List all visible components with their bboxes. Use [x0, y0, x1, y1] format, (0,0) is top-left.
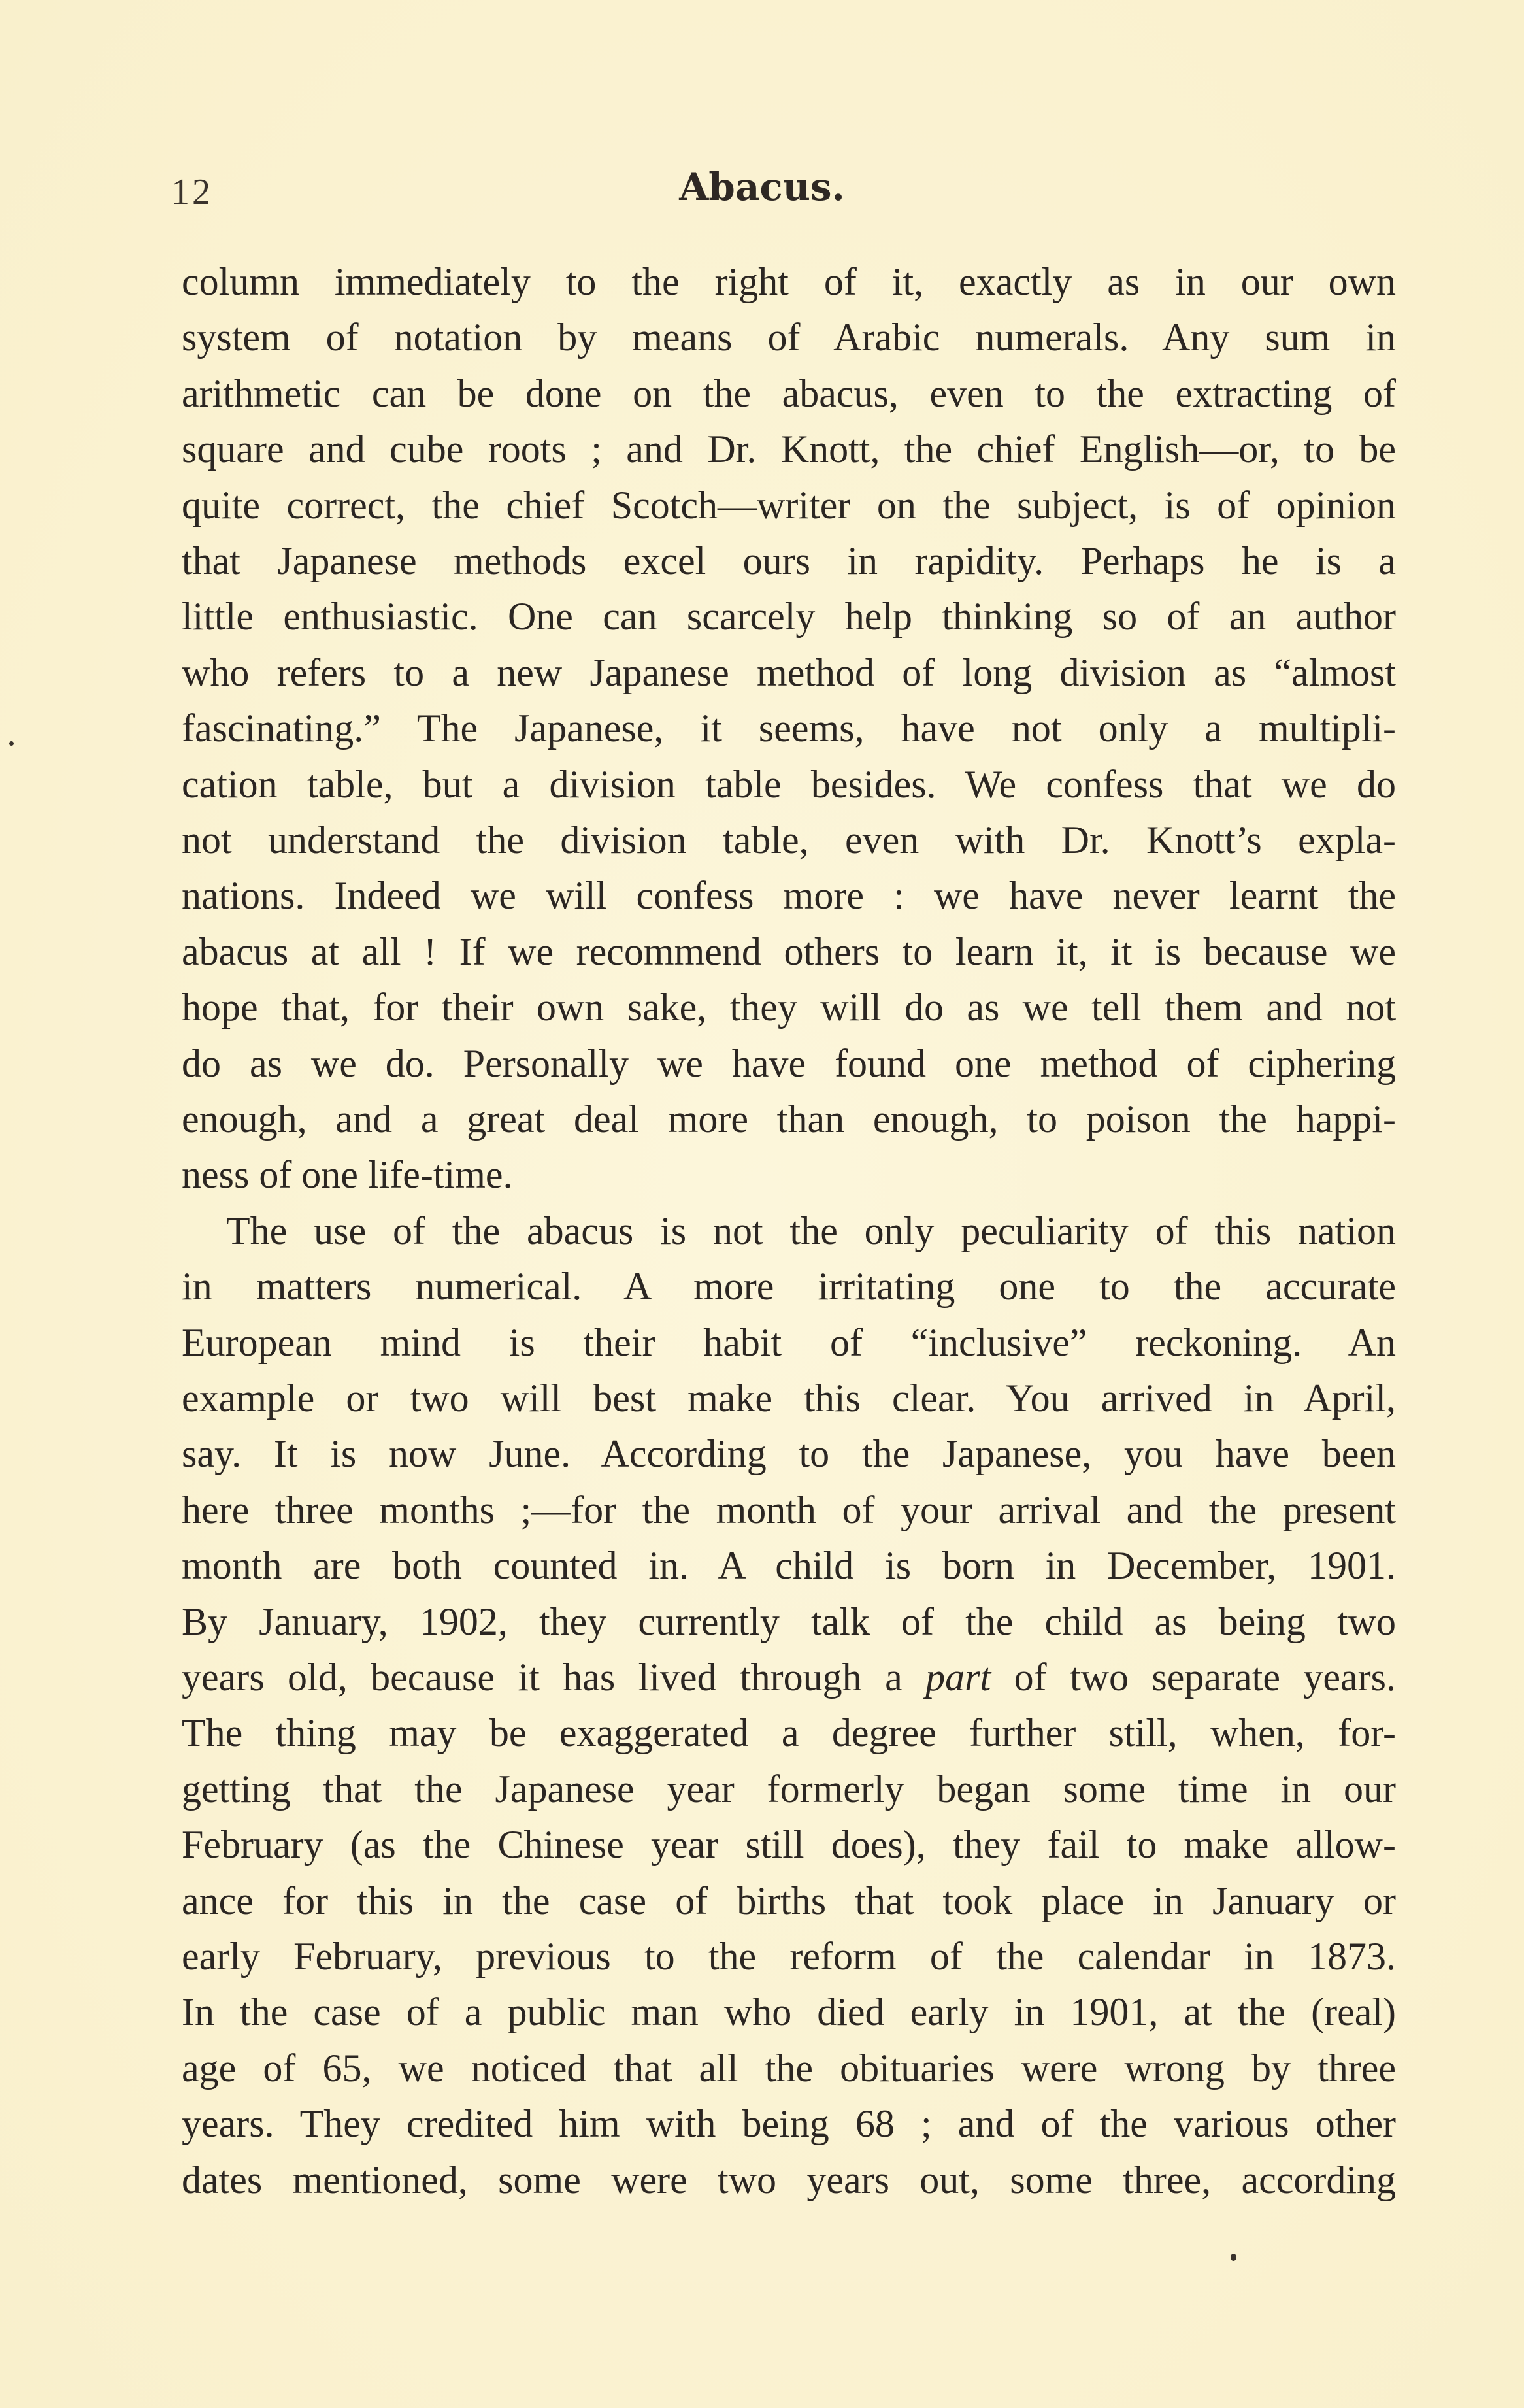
text-line: quite correct, the chief Scotch—writer on the subject, is of opinion	[182, 484, 1396, 527]
text-line: not understand the division table, even with Dr. Knott’s expla-	[182, 818, 1396, 861]
text-line: that Japanese methods excel ours in rapidity. Perhaps he is a	[182, 539, 1396, 582]
page-number: 12	[171, 172, 213, 212]
text-line: nations. Indeed we will confess more : we have never learnt the	[182, 874, 1396, 917]
text-line: European mind is their habit of “inclusive” reckoning. An	[182, 1321, 1396, 1364]
text-line: who refers to a new Japanese method of long division as “almost	[182, 651, 1396, 694]
italic-emphasis: part	[925, 1656, 991, 1699]
text-line: here three months ;—for the month of your arrival and the present	[182, 1488, 1396, 1531]
running-title: Abacus.	[679, 165, 845, 209]
text-line: month are both counted in. A child is born in December, 1901.	[182, 1544, 1396, 1587]
text-line: say. It is now June. According to the Japanese, you have been	[182, 1432, 1396, 1475]
text-line: getting that the Japanese year formerly began some time in our	[182, 1767, 1396, 1811]
text-line: hope that, for their own sake, they will do as we tell them and not	[182, 986, 1396, 1029]
text-line: ness of one life-time.	[182, 1153, 513, 1196]
text-line: system of notation by means of Arabic numerals. Any sum in	[182, 316, 1396, 359]
text-line: In the case of a public man who died early in 1901, at the (real)	[182, 1990, 1396, 2033]
text-line: in matters numerical. A more irritating one to the accurate	[182, 1265, 1396, 1308]
text-line: little enthusiastic. One can scarcely help thinking so of an author	[182, 595, 1396, 638]
text-line: square and cube roots ; and Dr. Knott, the chief English—or, to be	[182, 427, 1396, 471]
text-line	[182, 1654, 1396, 1700]
text-line: do as we do. Personally we have found one method of ciphering	[182, 1042, 1396, 1085]
text-line: enough, and a great deal more than enough, to poison the happi-	[182, 1097, 1396, 1141]
text-line: The use of the abacus is not the only peculiarity of this nation	[226, 1209, 1396, 1252]
text-line: The thing may be exaggerated a degree further still, when, for-	[182, 1711, 1396, 1754]
ink-speck	[1231, 2254, 1236, 2261]
text-line: arithmetic can be done on the abacus, even to the extracting of	[182, 372, 1396, 415]
text-line: February (as the Chinese year still does), they fail to make allow-	[182, 1823, 1396, 1866]
text-line: fascinating.” The Japanese, it seems, have not only a multipli-	[182, 707, 1396, 750]
ink-speck	[9, 741, 14, 746]
text-line: age of 65, we noticed that all the obituaries were wrong by three	[182, 2047, 1396, 2090]
text-line: column immediately to the right of it, exactly as in our own	[182, 260, 1396, 303]
text-line: years. They credited him with being 68 ; and of the various other	[182, 2102, 1396, 2145]
text-line: ance for this in the case of births that took place in January or	[182, 1879, 1396, 1922]
text-line: early February, previous to the reform of the calendar in 1873.	[182, 1935, 1396, 1978]
text-line: dates mentioned, some were two years out, some three, according	[182, 2158, 1396, 2201]
text-line: cation table, but a division table besides. We confess that we do	[182, 763, 1396, 806]
text-segment: of two separate years.	[991, 1656, 1396, 1699]
text-line: abacus at all ! If we recommend others to learn it, it is because we	[182, 930, 1396, 973]
text-segment: years old, because it has lived through a	[182, 1656, 926, 1699]
text-line: By January, 1902, they currently talk of the child as being two	[182, 1600, 1396, 1643]
text-line: example or two will best make this clear. You arrived in April,	[182, 1377, 1396, 1420]
